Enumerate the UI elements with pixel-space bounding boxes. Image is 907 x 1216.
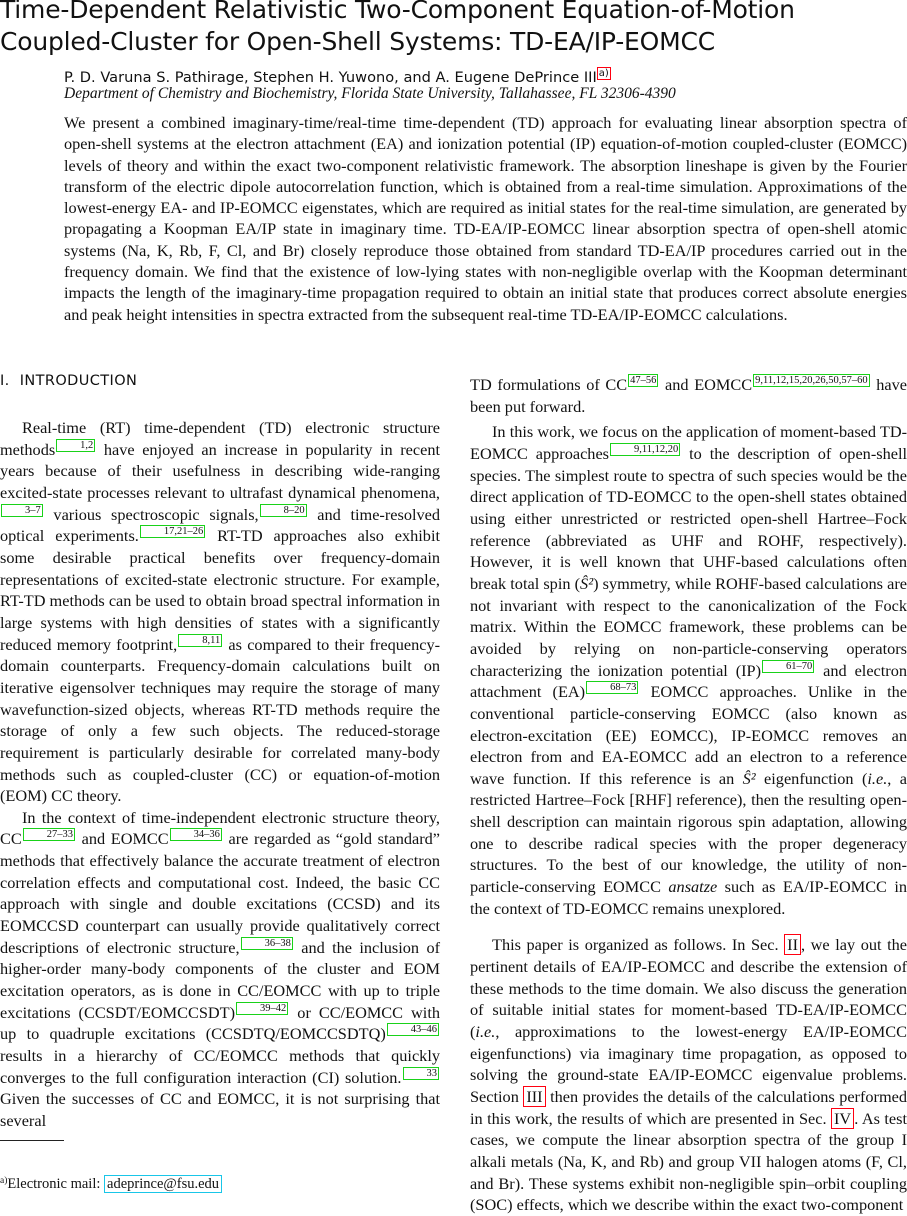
text-run: have enjoyed an increase in popularity in recent years because of their usefulness in describing wide-ranging excited-state processes relevant to ultrafast dynamical phenomena, <box>0 439 440 502</box>
intro-paragraph-2 <box>0 807 440 1132</box>
text-run: such as EA/IP-EOMCC in the context of TD-EOMCC remains unexplored. <box>470 877 907 918</box>
footnote-label: Electronic mail: <box>7 1176 105 1192</box>
text-run: i.e. <box>867 768 888 788</box>
citation-link[interactable]: 9,11,12,20 <box>610 443 680 456</box>
section-ref-link[interactable]: III <box>523 1086 545 1107</box>
citation-link[interactable]: 34–36 <box>170 828 222 841</box>
citation-link[interactable]: 8,11 <box>178 634 222 647</box>
citation-link[interactable]: 36–38 <box>241 937 293 950</box>
section-ref-link[interactable]: IV <box>831 1108 854 1129</box>
text-run: , approximations to the lowest-energy EA/IP-EOMCC eigenfunctions) via imaginary time propagation, as opposed to solving the ground-state EA/IP-EOMCC eigenvalue problems. Section <box>470 1022 907 1106</box>
intro-paragraph-1 <box>0 417 440 807</box>
footnote-divider <box>0 1140 64 1141</box>
citation-link[interactable]: 1,2 <box>56 439 95 452</box>
citation-link[interactable]: 27–33 <box>23 828 75 841</box>
title-line-1: Time-Dependent Relativistic Two-Component Equation-of-Motion <box>0 0 795 24</box>
author-footnote-link[interactable]: a) <box>598 68 609 79</box>
text-run: and electron attachment (EA) <box>470 660 907 702</box>
intro-paragraph-3 <box>470 421 907 919</box>
section-ref-link[interactable]: II <box>784 934 801 955</box>
text-run: Given the successes of CC and EOMCC, it is not surprising that several <box>0 1089 440 1130</box>
citation-link[interactable]: 3–7 <box>1 504 43 517</box>
email-link[interactable]: adeprince@fsu.edu <box>104 1175 222 1193</box>
citation-link[interactable]: 39–42 <box>236 1002 288 1015</box>
intro-paragraph-4 <box>470 934 907 1216</box>
text-run: and the inclusion of higher-order many-body components of the cluster and EOM excitation operators, as is done in CC/EOMCC with up to triple excitations (CCSDT/EOMCCSDT) <box>0 937 441 1022</box>
authors-text: P. D. Varuna S. Pathirage, Stephen H. Yuwono, and A. Eugene DePrince III <box>64 69 597 86</box>
abstract-text: We present a combined imaginary-time/real-time time-dependent (TD) approach for evaluating linear absorption spectra of open-shell systems at the electron attachment (EA) and ionization potential (IP) equation-of-motion coupled-cluster (EOMCC) levels of theory and within the exact two-component relativistic framework. The absorption lineshape is given by the Fourier transform of the electric dipole autocorrelation function, which is obtained from a real-time simulation. Approximations of the lowest-energy EA- and IP-EOMCC eigenstates, which are required as initial states for the real-time simulation, are generated by propagating a Koopman EA/IP state in imaginary time. TD-EA/IP-EOMCC linear absorption spectra of open-shell atomic systems (Na, K, Rb, F, Cl, and Br) closely reproduce those obtained from standard TD-EA/IP procedures carried out in the frequency domain. We find that the existence of low-lying states with non-negligible overlap with the Koopman determinant impacts the length of the imaginary-time propagation required to obtain an initial state that produces correct absolute energies and peak height intensities in spectra extracted from the subsequent real-time TD-EA/IP-EOMCC calculations. <box>64 113 907 324</box>
text-run: EOMCC approaches. Unlike in the conventional particle-conserving EOMCC (also known as electron-excitation (EE) EOMCC), IP-EOMCC removes an electron from and EA-EOMCC add an electron to a reference wave function. If this reference is an <box>470 682 907 788</box>
text-run: . As test cases, we compute the linear absorption spectra of the group I alkali metals (Na, K, and Rb) and group VII halogen atoms (F, Cl, and Br). These systems exhibit non-negligible spin–orbit coupling (SOC) effects, which we describe within the exact two-component <box>470 1108 907 1215</box>
text-run: In this work, we focus on the application of moment-based TD-EOMCC approaches <box>470 422 907 463</box>
text-run: and EOMCC <box>659 375 753 394</box>
title-line-2: Coupled-Cluster for Open-Shell Systems: TD-EA/IP-EOMCC <box>0 27 715 56</box>
text-run: are regarded as “gold standard” methods that effectively balance the accurate treatment of electron correlation effects and computational cost. Indeed, the basic CC approach with single and double excitations (CCSD) and its EOMCCSD counterpart can usually provide qualitatively correct descriptions of electronic structure, <box>0 829 440 957</box>
section-title: INTRODUCTION <box>19 373 138 389</box>
paragraph-gap <box>470 919 907 934</box>
paper-title <box>0 0 900 58</box>
text-run: In the context of time-independent electronic structure theory, CC <box>0 807 440 849</box>
citation-link[interactable]: 43–46 <box>387 1023 439 1036</box>
text-run: ansatze <box>668 877 718 897</box>
right-column <box>470 374 907 1216</box>
abstract <box>64 112 907 325</box>
text-run: eigenfunction ( <box>755 768 868 788</box>
spin-operator: Ŝ² <box>580 573 594 593</box>
text-run: TD formulations of CC <box>470 375 628 394</box>
text-run: and time-resolved optical experiments. <box>0 504 441 546</box>
citation-link[interactable]: 33 <box>403 1067 440 1080</box>
intro-paragraph-continued <box>470 374 907 417</box>
text-run: have been put forward. <box>470 375 907 416</box>
footnote-mark: a) <box>0 1176 8 1186</box>
text-run: ) symmetry, while ROHF-based calculations are not invariant with respect to the canonicalization of the Fock matrix. Within the EOMCC framework, these problems can be avoided by relying on non-particle-conserving operators characterizing the ionization potential (IP) <box>470 573 907 680</box>
section-heading-introduction <box>0 373 137 389</box>
text-run: to the description of open-shell species. The simplest route to spectra of such species would be the direct application of TD-EOMCC to the open-shell states obtained using either unrestricted or restricted open-shell Hartree–Fock reference (abbreviated as UHF and ROHF, respectively). However, it is well known that UHF-based calculations often break total spin ( <box>470 443 907 593</box>
citation-link[interactable]: 9,11,12,15,20,26,50,57–60 <box>755 375 868 386</box>
footnote <box>0 1176 222 1193</box>
section-number: I. <box>0 373 10 389</box>
citation-link[interactable]: 61–70 <box>762 660 814 673</box>
text-run: , we lay out the pertinent details of EA/IP-EOMCC and describe the extension of these methods to the time domain. We also discuss the generation of suitable initial states for moment-based TD-EA/IP-EOMCC ( <box>470 935 907 1042</box>
text-run: results in a hierarchy of CC/EOMCC methods that quickly converges to the full configuration interaction (CI) solution. <box>0 1046 440 1087</box>
text-run: This paper is organized as follows. In Sec. <box>492 935 785 955</box>
affiliation: Department of Chemistry and Biochemistry, Florida State University, Tallahassee, FL 32306-4390 <box>64 85 676 102</box>
text-run: various spectroscopic signals, <box>43 504 259 524</box>
text-run: or CC/EOMCC with up to quadruple excitations (CCSDTQ/EOMCCSDTQ) <box>0 1002 440 1044</box>
citation-link[interactable]: 8–20 <box>260 504 307 517</box>
citation-link[interactable]: 17,21–26 <box>140 525 205 538</box>
text-run: , a restricted Hartree–Fock [RHF] reference), then the resulting open-shell description can maintain rigorous spin adaptation, allowing one to describe radical species with the proper degeneracy structures. To the best of our knowledge, the utility of non-particle-conserving EOMCC <box>470 768 907 897</box>
spin-operator: Ŝ² <box>742 768 756 788</box>
text-run: i.e. <box>475 1022 496 1042</box>
citation-link[interactable]: 68–73 <box>586 681 638 694</box>
text-run: RT-TD approaches also exhibit some desirable practical benefits over frequency-domain representations of excited-state electronic structure. For example, RT-TD methods can be used to obtain broad spectral information in large systems with high densities of states with a significantly reduced memory footprint, <box>0 526 440 654</box>
text-run: as compared to their frequency-domain counterparts. Frequency-domain calculations built on iterative eigensolver techniques may require the storage of many wavefunction-sized objects, whereas RT-TD methods require the storage of only a few such objects. The reduced-storage requirement is particularly desirable for correlated many-body methods such as coupled-cluster (CC) or equation-of-motion (EOM) CC theory. <box>0 634 441 806</box>
left-column <box>0 417 440 1132</box>
citation-link[interactable]: 47–56 <box>630 375 657 386</box>
text-run: Real-time (RT) time-dependent (TD) electronic structure methods <box>0 418 440 459</box>
text-run: then provides the details of the calculations performed in this work, the results of which are presented in Sec. <box>470 1087 907 1128</box>
text-run: and EOMCC <box>75 829 169 849</box>
